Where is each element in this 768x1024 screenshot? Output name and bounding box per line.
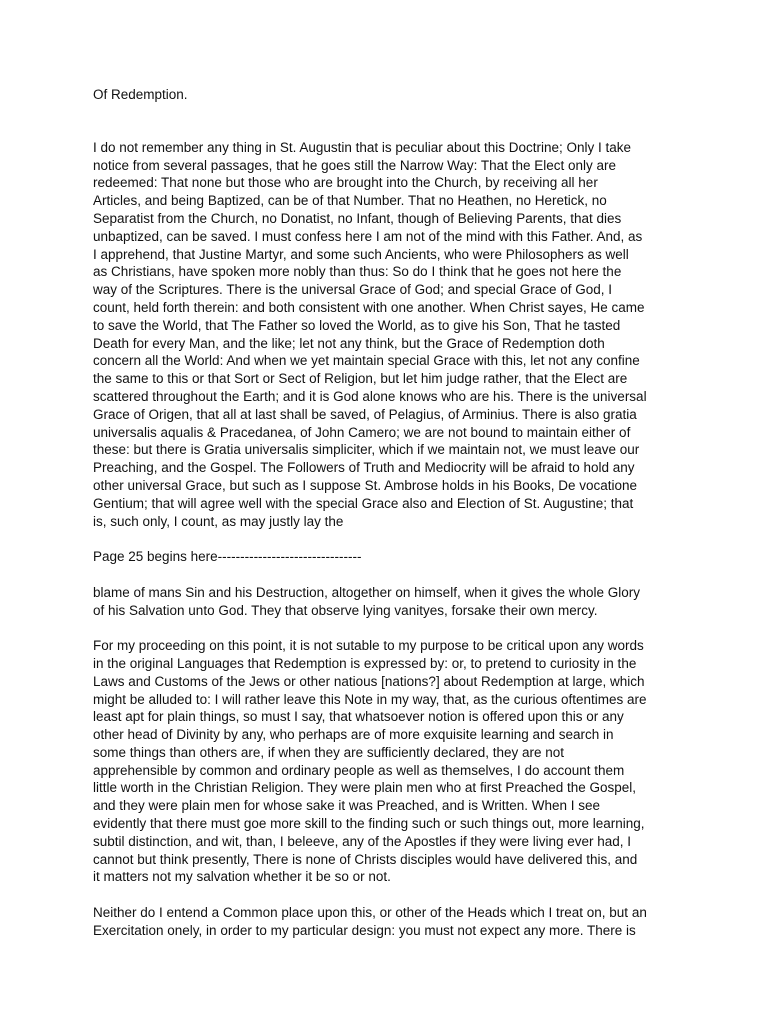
text-line: I do not remember any thing in St. Augustin that is peculiar about this Doctrine; Only I take bbox=[93, 139, 632, 155]
text-line: Gentium; that will agree well with the special Grace also and Election of St. Augustine; that bbox=[93, 495, 634, 511]
text-line: least apt for plain things, so must I say, that whatsoever notion is offered upon this or any bbox=[93, 709, 624, 725]
document-body bbox=[93, 139, 675, 940]
text-line: Neither do I entend a Common place upon this, or other of the Heads which I treat on, but an bbox=[93, 905, 647, 921]
text-line: universalis aqualis & Pracedanea, of John Camero; we are not bound to maintain either of bbox=[93, 424, 631, 440]
text-line: little worth in the Christian Religion. They were plain men who at first Preached the Gospel, bbox=[93, 780, 637, 796]
document-page bbox=[93, 86, 675, 957]
text-line: apprehensible by common and ordinary people as well as themselves, I do account them bbox=[93, 762, 625, 778]
text-line: unbaptized, can be saved. I must confess here I am not of the mind with this Father. And, as bbox=[93, 228, 643, 244]
text-line: Preaching, and the Gospel. The Followers of Truth and Mediocrity will be afraid to hold any bbox=[93, 460, 635, 476]
text-line: count, held forth therein: and both consistent with one another. When Christ sayes, He came bbox=[93, 299, 645, 315]
text-line: Page 25 begins here-------------------------------- bbox=[93, 549, 362, 565]
text-line: other universal Grace, but such as I suppose St. Ambrose holds in his Books, De vocatione bbox=[93, 477, 638, 493]
paragraph bbox=[93, 904, 675, 940]
text-line: Grace of Origen, that all at last shall be saved, of Pelagius, of Arminius. There is also gratia bbox=[93, 406, 637, 422]
text-line: to save the World, that The Father so loved the World, as to give his Son, That he tasted bbox=[93, 317, 621, 333]
text-line: subtil distinction, and wit, than, I beleeve, any of the Apostles if they were living ever had, I bbox=[93, 833, 632, 849]
text-line: Laws and Customs of the Jews or other natious [nations?] about Redemption at large, which bbox=[93, 673, 645, 689]
text-line: Death for every Man, and the like; let not any think, but the Grace of Redemption doth bbox=[93, 335, 605, 351]
text-line: Separatist from the Church, no Donatist, no Infant, though of Believing Parents, that dies bbox=[93, 210, 622, 226]
text-line: Exercitation onely, in order to my particular design: you must not expect any more. There is bbox=[93, 922, 636, 938]
text-line: of his Salvation unto God. They that observe lying vanityes, forsake their own mercy. bbox=[93, 602, 598, 618]
text-line: some things than others are, if when they are sufficiently declared, they are not bbox=[93, 744, 565, 760]
text-line: the same to this or that Sort or Sect of Religion, but let him judge rather, that the Elect are bbox=[93, 371, 628, 387]
text-line: as Christians, have spoken more nobly than thus: So do I think that he goes not here the bbox=[93, 264, 622, 280]
paragraph bbox=[93, 637, 675, 886]
text-line: For my proceeding on this point, it is not sutable to my purpose to be critical upon any words bbox=[93, 638, 644, 654]
text-line: scattered throughout the Earth; and it is God alone knows who are his. There is the universal bbox=[93, 388, 647, 404]
paragraph bbox=[93, 584, 675, 620]
text-line: and they were plain men for whose sake it was Preached, and is Written. When I see bbox=[93, 798, 601, 814]
text-line: these: but there is Gratia universalis simpliciter, which if we maintain not, we must leave our bbox=[93, 442, 640, 458]
text-line: notice from several passages, that he goes still the Narrow Way: That the Elect only are bbox=[93, 157, 616, 173]
paragraph bbox=[93, 139, 675, 531]
text-line: is, such only, I count, as may justly lay the bbox=[93, 513, 344, 529]
text-line: cannot but think presently, There is none of Christs disciples would have delivered this, and bbox=[93, 851, 638, 867]
text-line: redeemed: That none but those who are brought into the Church, by receiving all her bbox=[93, 175, 598, 191]
text-line: in the original Languages that Redemption is expressed by: or, to pretend to curiosity in the bbox=[93, 655, 637, 671]
text-line: it matters not my salvation whether it be so or not. bbox=[93, 869, 391, 885]
text-line: other head of Divinity by any, who perhaps are of more exquisite learning and search in bbox=[93, 727, 614, 743]
document-title: Of Redemption. bbox=[93, 87, 188, 102]
text-line: evidently that there must goe more skill to the finding such or such things out, more learning, bbox=[93, 816, 645, 832]
text-line: Articles, and being Baptized, can be of that Number. That no Heathen, no Heretick, no bbox=[93, 193, 607, 209]
paragraph bbox=[93, 548, 675, 566]
text-line: blame of mans Sin and his Destruction, altogether on himself, when it gives the whole Glory bbox=[93, 584, 641, 600]
text-line: way of the Scriptures. There is the universal Grace of God; and special Grace of God, I bbox=[93, 282, 613, 298]
text-line: concern all the World: And when we yet maintain special Grace with this, let not any confine bbox=[93, 353, 640, 369]
text-line: might be alluded to: I will rather leave this Note in my way, that, as the curious oftentimes are bbox=[93, 691, 647, 707]
text-line: I apprehend, that Justine Martyr, and some such Ancients, who were Philosophers as well bbox=[93, 246, 629, 262]
